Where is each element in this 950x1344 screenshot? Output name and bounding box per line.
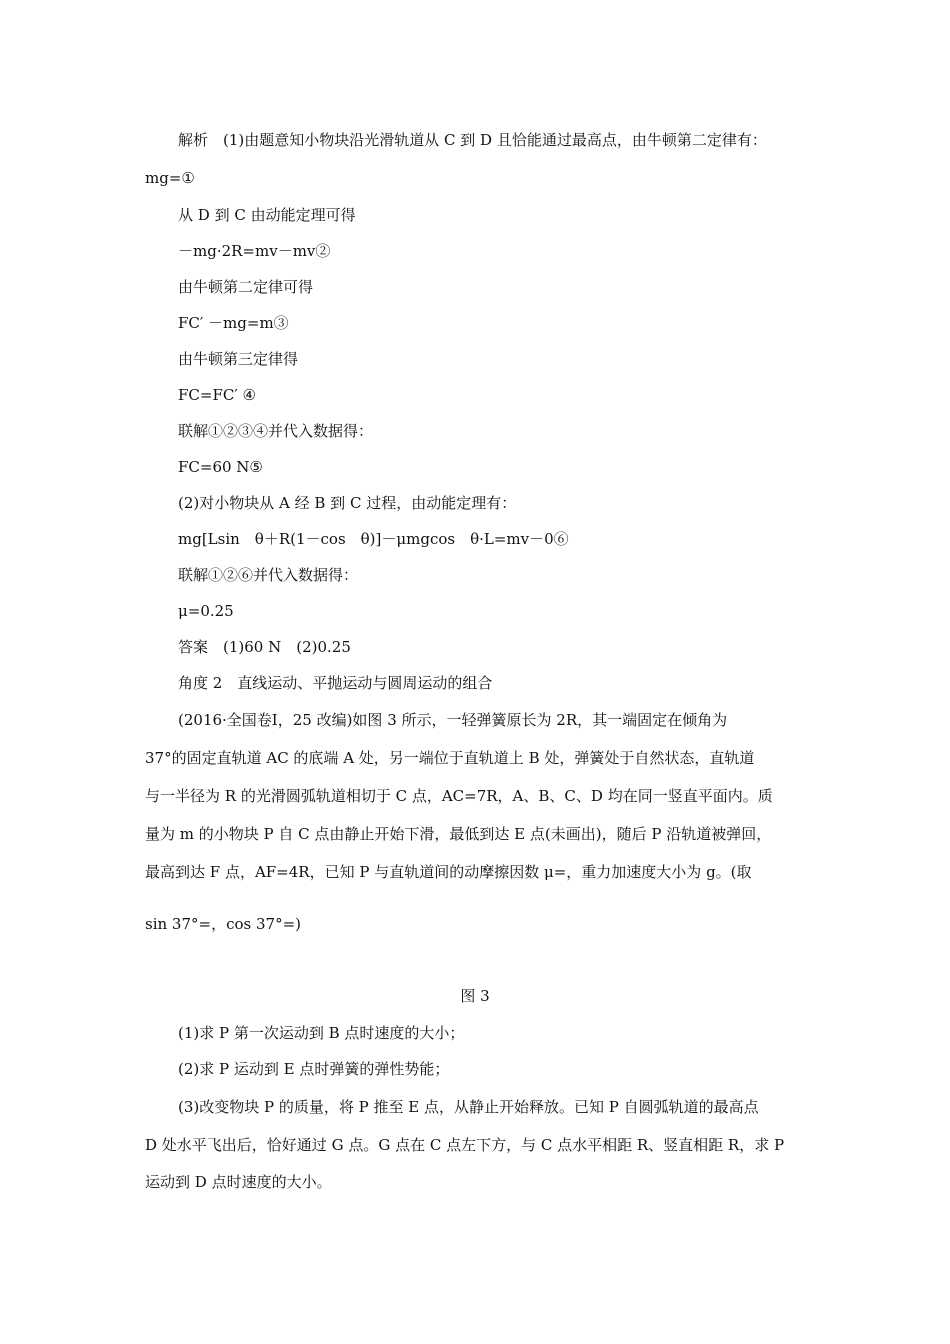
solution-line-6: FC′ －mg=m③ bbox=[178, 314, 289, 332]
solution-line-5: 由牛顿第二定律可得 bbox=[178, 278, 314, 296]
solution-line-11: (2)对小物块从 A 经 B 到 C 过程，由动能定理有： bbox=[178, 494, 517, 512]
problem-line-2: 37°的固定直轨道 AC 的底端 A 处，另一端位于直轨道上 B 处，弹簧处于自然状态，直轨道 bbox=[145, 749, 755, 767]
solution-line-9: 联解①②③④并代入数据得： bbox=[178, 422, 374, 440]
problem-line-1: (2016·全国卷Ⅰ，25 改编)如图 3 所示，一轻弹簧原长为 2R，其一端固定在倾角为 bbox=[178, 711, 728, 729]
question-3-line-1: (3)改变物块 P 的质量，将 P 推至 E 点，从静止开始释放。已知 P 自圆弧轨道的最高点 bbox=[178, 1098, 759, 1116]
problem-line-3: 与一半径为 R 的光滑圆弧轨道相切于 C 点，AC=7R，A、B、C、D 均在同一竖直平面内。质 bbox=[145, 787, 773, 805]
solution-line-3: 从 D 到 C 由动能定理可得 bbox=[178, 206, 356, 224]
solution-line-2: mg=① bbox=[145, 169, 195, 187]
question-3-line-2: D 处水平飞出后，恰好通过 G 点。G 点在 C 点左下方，与 C 点水平相距 R、竖直相距 R，求 P bbox=[145, 1136, 785, 1154]
problem-line-4: 量为 m 的小物块 P 自 C 点由静止开始下滑，最低到达 E 点(未画出)，随后 P 沿轨道被弹回， bbox=[145, 825, 772, 843]
question-1: (1)求 P 第一次运动到 B 点时速度的大小； bbox=[178, 1024, 465, 1042]
solution-line-8: FC=FC′ ④ bbox=[178, 386, 256, 404]
problem-line-5: 最高到达 F 点，AF=4R，已知 P 与直轨道间的动摩擦因数 μ=，重力加速度大小为 g。(取 bbox=[145, 863, 752, 881]
figure-caption: 图 3 bbox=[460, 987, 490, 1005]
solution-line-10: FC=60 N⑤ bbox=[178, 458, 263, 476]
solution-line-12: mg[Lsin θ＋R(1－cos θ)]－μmgcos θ·L=mv－0⑥ bbox=[178, 530, 569, 548]
solution-line-4: －mg·2R=mv－mv② bbox=[178, 242, 331, 260]
question-3-line-3: 运动到 D 点时速度的大小。 bbox=[145, 1173, 332, 1191]
solution-line-13: 联解①②⑥并代入数据得： bbox=[178, 566, 359, 584]
answer-line: 答案 (1)60 N (2)0.25 bbox=[178, 638, 351, 656]
question-2: (2)求 P 运动到 E 点时弹簧的弹性势能； bbox=[178, 1060, 450, 1078]
solution-line-7: 由牛顿第三定律得 bbox=[178, 350, 299, 368]
problem-line-6: sin 37°=，cos 37°=) bbox=[145, 915, 301, 933]
angle-heading: 角度 2 直线运动、平抛运动与圆周运动的组合 bbox=[178, 674, 493, 692]
solution-line-1: 解析 (1)由题意知小物块沿光滑轨道从 C 到 D 且恰能通过最高点，由牛顿第二定律有： bbox=[178, 131, 767, 149]
solution-line-14: μ=0.25 bbox=[178, 602, 234, 620]
